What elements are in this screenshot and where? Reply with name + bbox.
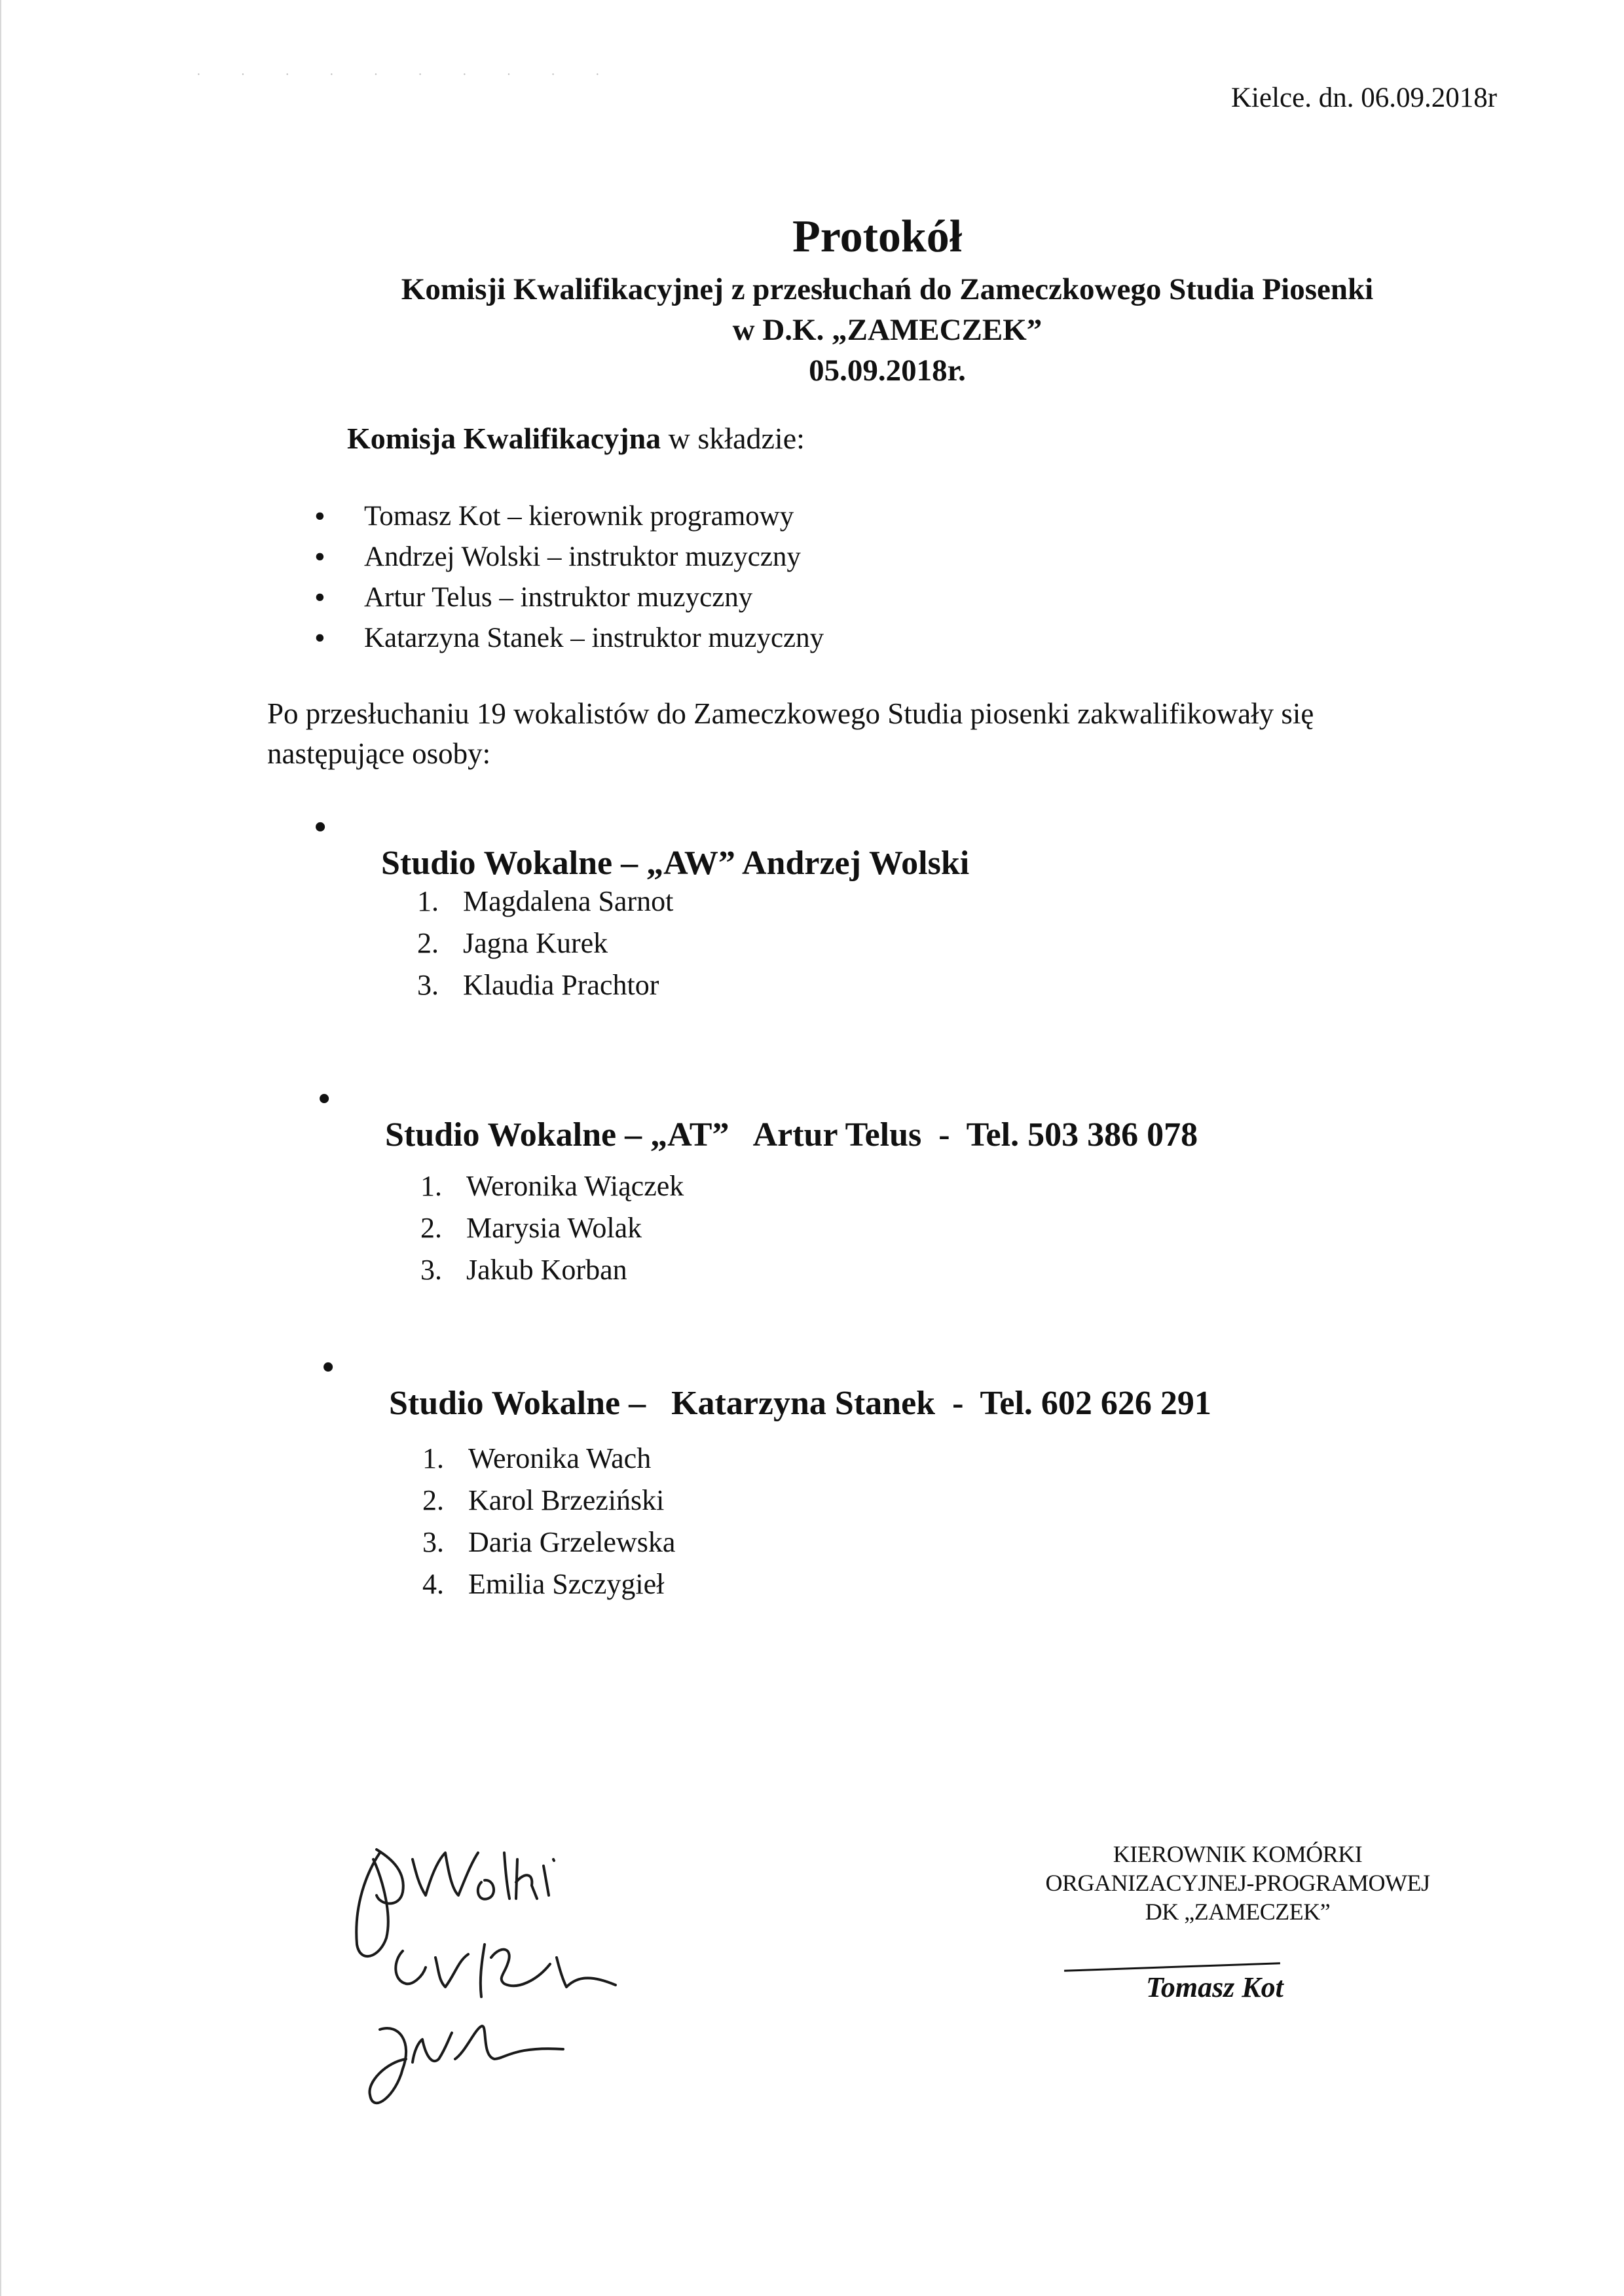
stamp-line: DK „ZAMECZEK” <box>1145 1899 1331 1925</box>
committee-member: • Artur Telus – instruktor muzyczny <box>314 577 824 618</box>
list-item: 3. Daria Grzelewska <box>422 1526 676 1558</box>
scan-specks: · · · · · · · · · · <box>196 67 618 82</box>
studio-heading-text: Studio Wokalne – Katarzyna Stanek - Tel. 602 626 291 <box>389 1385 1211 1422</box>
subtitle-line-2: w D.K. „ZAMECZEK” <box>732 313 1043 347</box>
list-item: 2. Karol Brzeziński <box>422 1484 665 1516</box>
list-item: 2. Jagna Kurek <box>417 927 608 959</box>
subtitle-line-1: Komisji Kwalifikacyjnej z przesłuchań do Zameczkowego Studia Piosenki <box>401 272 1374 306</box>
signature-wolski <box>356 1850 554 1956</box>
list-item: 1. Weronika Wach <box>422 1442 652 1474</box>
participant-name: Marysia Wolak <box>466 1212 642 1244</box>
studio-heading <box>314 805 970 883</box>
participant-name: Magdalena Sarnot <box>463 885 674 917</box>
list-item: 1. Magdalena Sarnot <box>417 885 674 917</box>
stamp-line: KIEROWNIK KOMÓRKI <box>1113 1841 1363 1867</box>
list-item: 2. Marysia Wolak <box>420 1212 642 1244</box>
studio-heading-text: Studio Wokalne – „AT” Artur Telus - Tel. 503 386 078 <box>385 1116 1198 1154</box>
stamp-line: ORGANIZACYJNEJ-PROGRAMOWEJ <box>1045 1870 1430 1896</box>
bullet-icon: • <box>314 809 327 846</box>
list-item: 1. Weronika Wiączek <box>420 1170 684 1202</box>
committee-members-list <box>314 496 824 659</box>
signature-telus <box>396 1944 616 1997</box>
handwritten-signatures <box>341 1833 747 2147</box>
participant-name: Jagna Kurek <box>463 927 608 959</box>
studio-heading <box>318 1077 1198 1154</box>
participant-name: Karol Brzeziński <box>468 1484 665 1516</box>
participants-list <box>420 1165 684 1291</box>
participant-name: Daria Grzelewska <box>468 1526 676 1558</box>
summary-paragraph: Po przesłuchaniu 19 wokalistów do Zameczkowego Studia piosenki zakwalifikowały się następujące osoby: <box>267 697 1314 770</box>
committee-intro-bold: Komisja Kwalifikacyjna <box>347 422 661 455</box>
participants-list <box>417 881 673 1006</box>
document-title: Protokół <box>792 211 963 262</box>
committee-member: • Katarzyna Stanek – instruktor muzyczny <box>314 618 824 659</box>
stamp-name: Tomasz Kot <box>1146 1971 1283 2003</box>
committee-member: • Tomasz Kot – kierownik programowy <box>314 496 824 537</box>
scan-edge <box>0 0 1 2296</box>
participants-list <box>422 1438 675 1605</box>
bullet-icon: • <box>322 1349 335 1386</box>
list-item: 3. Klaudia Prachtor <box>417 969 659 1001</box>
list-item: 4. Emilia Szczygieł <box>422 1568 665 1600</box>
official-stamp <box>1041 1840 1434 1926</box>
subtitle-line-3: 05.09.2018r. <box>809 354 966 388</box>
participant-name: Weronika Wiączek <box>466 1170 684 1202</box>
studio-heading <box>322 1345 1211 1423</box>
signature-stanek <box>369 2026 563 2104</box>
bullet-icon: • <box>318 1080 331 1118</box>
committee-member: • Andrzej Wolski – instruktor muzyczny <box>314 537 824 577</box>
committee-intro-rest: w składzie: <box>661 422 805 455</box>
list-item: 3. Jakub Korban <box>420 1254 627 1286</box>
participant-name: Emilia Szczygieł <box>468 1568 665 1600</box>
place-date: Kielce. dn. 06.09.2018r <box>1231 82 1498 113</box>
committee-intro <box>347 421 805 456</box>
participant-name: Klaudia Prachtor <box>463 969 659 1001</box>
studio-heading-text: Studio Wokalne – „AW” Andrzej Wolski <box>381 845 970 882</box>
participant-name: Weronika Wach <box>468 1442 652 1474</box>
participant-name: Jakub Korban <box>466 1254 627 1286</box>
